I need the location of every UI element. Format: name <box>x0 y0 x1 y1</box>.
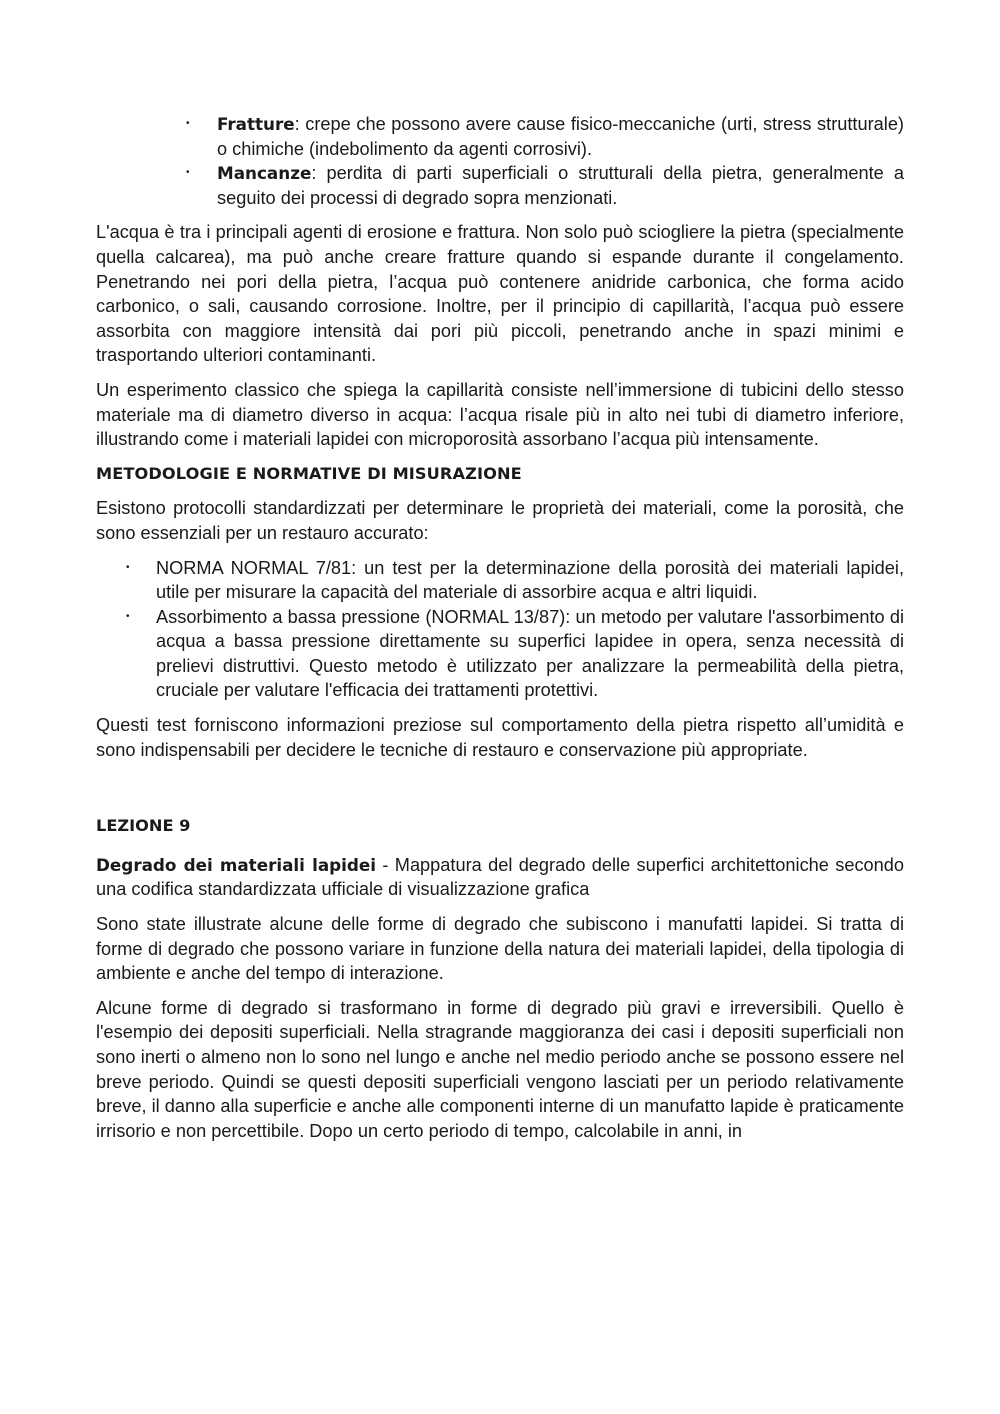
bullet-icon: • <box>186 167 190 179</box>
list-item <box>96 112 904 161</box>
list-item <box>96 556 904 605</box>
lesson-subhead-text: - Mappatura del degrado delle superfici architettoniche secondo una codifica standardizzata ufﬁciale di visualizzazione grafica <box>96 854 904 900</box>
paragraph-depositi: Alcune forme di degrado si trasformano in forme di degrado più gravi e irreversibili. Quello è l'esempio dei depositi superficiali. Nella stragrande maggioranza dei casi i depositi superficiali non sono inerti o almeno non lo sono nel lungo e anche nel medio periodo anche se possono essere nel breve periodo. Quindi se questi depositi superficiali vengono lasciati per un periodo relativamente breve, il danno alla superficie e anche alle componenti interne di un manufatto lapide è praticamente irrisorio e non percettibile. Dopo un certo periodo di tempo, calcolabile in anni, in <box>96 997 904 1141</box>
list-item <box>96 161 904 210</box>
list-item-term: Mancanze <box>217 163 312 184</box>
paragraph-protocolli: Esistono protocolli standardizzati per determinare le proprietà dei materiali, come la porosità, che sono essenziali per un restauro accurato: <box>96 498 904 543</box>
list-item-text: : crepe che possono avere cause fisico-meccaniche (urti, stress strutturale) o chimiche (indebolimento da agenti corrosivi). <box>217 114 904 159</box>
bullet-icon: • <box>126 561 130 573</box>
list-item-text: NORMA NORMAL 7/81: un test per la determinazione della porosità dei materiali lapidei, utile per misurare la capacità del materiale di assorbire acqua e altri liquidi. <box>156 557 904 603</box>
bullet-icon: • <box>126 610 130 622</box>
section-heading: METODOLOGIE E NORMATIVE DI MISURAZIONE <box>96 463 522 483</box>
bullet-icon: • <box>186 118 190 129</box>
paragraph-acqua: L'acqua è tra i principali agenti di erosione e frattura. Non solo può sciogliere la pietra (specialmente quella calcarea), ma può anche creare fratture quando si espande durante il congelamento. Penetrando nei pori della pietra, l’acqua può contenere anidride carbonica, che forma acido carbonico, o sali, causando corrosione. Inoltre, per il principio di capillarità, l’acqua può essere assorbita con maggiore intensità dai pori più piccoli, penetrando anche in spazi minimi e trasportando ulteriori contaminanti. <box>96 222 904 366</box>
list-item-text: : perdita di parti superficiali o strutturali della pietra, generalmente a seguito dei processi di degrado sopra menzionati. <box>217 163 904 208</box>
list-item <box>96 605 904 703</box>
damage-types-list <box>96 112 904 210</box>
paragraph-forme: Sono state illustrate alcune delle forme di degrado che subiscono i manufatti lapidei. Si tratta di forme di degrado che possono variare in funzione della natura dei materiali lapidei, della tipologia di ambiente e anche del tempo di interazione. <box>96 914 904 984</box>
lesson-subheading <box>96 853 904 902</box>
list-item-term: Fratture <box>217 114 295 134</box>
paragraph-test: Questi test forniscono informazioni preziose sul comportamento della pietra rispetto all’umidità e sono indispensabili per decidere le tecniche di restauro e conservazione più appropriate. <box>96 715 904 760</box>
lesson-subhead-term: Degrado dei materiali lapidei <box>96 854 377 875</box>
document-page <box>96 112 904 1153</box>
paragraph-esperimento: Un esperimento classico che spiega la capillarità consiste nell’immersione di tubicini dello stesso materiale ma di diametro diverso in acqua: l’acqua risale più in alto nei tubi di diametro inferiore, illustrando come i materiali lapidei con microporosità assorbano l’acqua più intensamente. <box>96 379 904 450</box>
list-item-text: Assorbimento a bassa pressione (NORMAL 13/87): un metodo per valutare l'assorbimento di acqua a bassa pressione direttamente su superfici lapidee in opera, senza necessità di prelievi distruttivi. Questo metodo è utilizzato per analizzare la permeabilità della pietra, cruciale per valutare l'efﬁcacia dei trattamenti protettivi. <box>156 606 904 701</box>
lesson-title: LEZIONE 9 <box>96 816 191 836</box>
norms-list <box>96 556 904 704</box>
